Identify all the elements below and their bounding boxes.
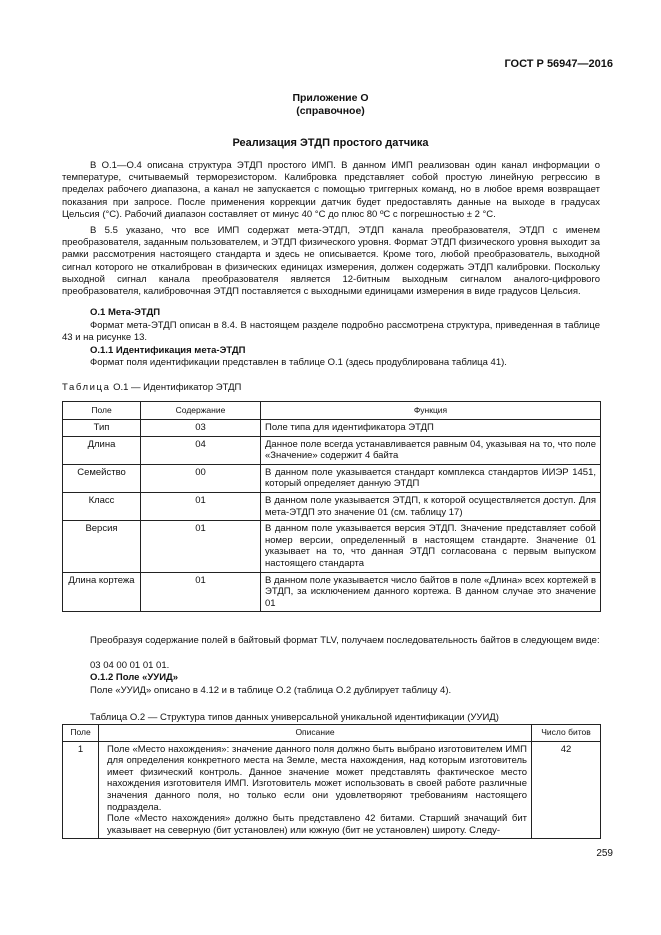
table-row (63, 572, 601, 612)
table-cell: Класс (63, 492, 141, 520)
table-row (63, 464, 601, 492)
section-title: Реализация ЭТДП простого датчика (232, 137, 429, 149)
table1-caption (62, 382, 241, 393)
table-cell: В данном поле указывается версия ЭТДП. Значение представляет собой номер версии, определенный в настоящем стандарте. Значение 01 указывает на то, что данная ЭТДП согласована с первым выпуском настоящего стандарта (261, 521, 601, 572)
table1-caption-label: Таблица (62, 382, 111, 393)
table-cell: В данном поле указывается стандарт комплекса стандартов ИИЭР 1451, который определяет данную ЭТДП (261, 464, 601, 492)
table-row (63, 420, 601, 437)
description-part-1: Поле «Место нахождения»: значение данного поля должно быть выбрано изготовителем ИМП для определения конкретного места на Земле, места нахождения, над которым изготовитель имеет физический контроль. Данное значение может представлять фактическое место нахождения изготовителя ИМП. Изготовитель может использовать в своей работе различные значения данного поля, но только если они удовлетворяют требованиям настоящего подраздела. (107, 743, 527, 813)
table1-caption-text: О.1 — Идентификатор ЭТДП (113, 382, 242, 393)
document-standard-number: ГОСТ Р 56947—2016 (504, 58, 613, 70)
page-number: 259 (596, 848, 613, 859)
table-cell: Версия (63, 521, 141, 572)
table-row (63, 492, 601, 520)
paragraph-o11: Формат поля идентификации представлен в таблице О.1 (здесь продублирована таблица 41). (90, 357, 507, 368)
table-uuid-structure (62, 724, 601, 839)
table-cell: 01 (141, 521, 261, 572)
heading-o12: О.1.2 Поле «УУИД» (90, 672, 179, 683)
byte-sequence: 03 04 00 01 01 01. (90, 660, 170, 671)
paragraph-intro: В О.1—О.4 описана структура ЭТДП простого ИМП. В данном ИМП реализован один канал информации о температуре, считываемый терморезистором. Калибровка представляет собой простую линейную регрессию в пределах рабочего диапазона, а канал не запускается с помощью триггерных команд, но в любое время возвращает показания при запросе. После применения коррекции датчик будет предоставлять данные на выходе в градусах Цельсия (°С). Рабочий диапазон составляет от минус 40 °С до плюс 80 ºС с погрешностью ± 2 °С. (62, 160, 600, 220)
table-cell: Поле типа для идентификатора ЭТДП (261, 420, 601, 437)
table-cell: 1 (63, 741, 99, 839)
table-row (63, 436, 601, 464)
appendix-subtitle: (справочное) (296, 105, 365, 117)
paragraph-meta-tdp: В 5.5 указано, что все ИМП содержат мета-ЭТДП, ЭТДП канала преобразователя, ЭТДП с именем преобразователя, заданным пользователем, и ЭТДП физического уровня. Формат ЭТДП физического уровня выходит за рамки рассмотрения настоящего стандарта и здесь не описывается. Кроме того, любой преобразователь, выходной сигнал которого не откалиброван в физических единицах измерения, должен содержать ЭТДП калибровки. Поскольку выходной сигнал канала преобразователя является 12-битным выходным сигналом аналого-цифрового преобразователя, калибровочная ЭТДП поставляется с выходными единицами измерения в виде градусов Цельсия. (62, 225, 600, 298)
table1-header-field: Поле (63, 402, 141, 420)
table-cell: В данном поле указывается число байтов в поле «Длина» всех кортежей в ЭТДП, за исключением данного кортежа. В данном случае это значение 01 (261, 572, 601, 612)
paragraph-o12: Поле «УУИД» описано в 4.12 и в таблице О.2 (таблица О.2 дублирует таблицу 4). (90, 685, 452, 696)
table-cell: 42 (532, 741, 601, 839)
table2-caption: Таблица О.2 — Структура типов данных универсальной уникальной идентификации (УУИД) (90, 712, 499, 723)
paragraph-tlv: Преобразуя содержание полей в байтовый формат TLV, получаем последовательность байтов в следующем виде: (90, 635, 600, 646)
table-row (63, 741, 601, 839)
description-part-2: Поле «Место нахождения» должно быть представлено 42 битами. Старший значащий бит указывает на северную (бит установлен) или южную (бит не установлен) широту. Следу- (107, 813, 527, 836)
table-cell-description (99, 741, 532, 839)
table2-header-bit-count: Число битов (532, 725, 601, 742)
table-cell: 01 (141, 572, 261, 612)
table-row (63, 521, 601, 572)
table-cell: 03 (141, 420, 261, 437)
table-cell: Семейство (63, 464, 141, 492)
table-cell: 00 (141, 464, 261, 492)
table-cell: Данное поле всегда устанавливается равным 04, указывая на то, что поле «Значение» содержит 4 байта (261, 436, 601, 464)
table-tdp-identifier (62, 401, 601, 612)
paragraph-o1: Формат мета-ЭТДП описан в 8.4. В настоящем разделе подробно рассмотрена структура, приведенная в таблице 43 и на рисунке 13. (62, 320, 600, 344)
heading-o1: О.1 Мета-ЭТДП (90, 307, 161, 318)
table-cell: 01 (141, 492, 261, 520)
table-cell: 04 (141, 436, 261, 464)
table2-header-field: Поле (63, 725, 99, 742)
heading-o11: О.1.1 Идентификация мета-ЭТДП (90, 345, 246, 356)
table2-header-description: Описание (99, 725, 532, 742)
table-cell: В данном поле указывается ЭТДП, к которой осуществляется доступ. Для мета-ЭТДП это значение 01 (см. таблицу 17) (261, 492, 601, 520)
appendix-title: Приложение О (292, 92, 369, 104)
table-cell: Длина кортежа (63, 572, 141, 612)
table1-header-function: Функция (261, 402, 601, 420)
table-cell: Тип (63, 420, 141, 437)
table1-header-content: Содержание (141, 402, 261, 420)
table-cell: Длина (63, 436, 141, 464)
